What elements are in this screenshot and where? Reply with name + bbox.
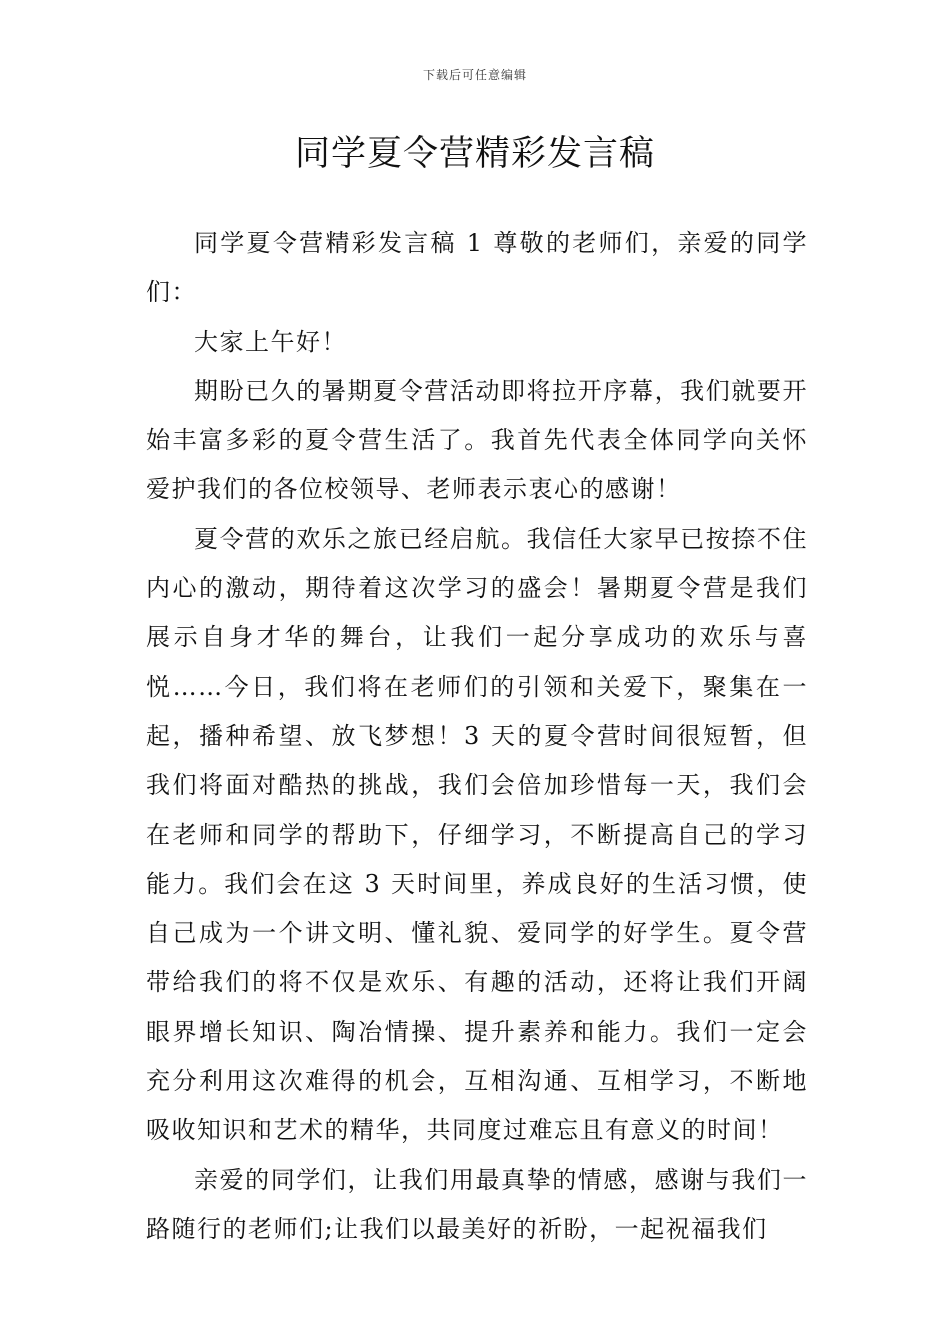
paragraph-greeting: 大家上午好！ (194, 327, 347, 356)
paragraph-closing: 亲爱的同学们，让我们用最真挚的情感，感谢与我们一路随行的老师们;让我们以最美好的祈盼，一起祝福我们 (146, 1165, 808, 1243)
paragraph-main: 夏令营的欢乐之旅已经启航。我信任大家早已按捺不住内心的激动，期待着这次学习的盛会！暑期夏令营是我们展示自身才华的舞台，让我们一起分享成功的欢乐与喜悦……今日，我们将在老师们的引领和关爱下，聚集在一起，播种希望、放飞梦想！3 天的夏令营时间很短暂，但我们将面对酷热的挑战，我们会倍加珍惜每一天，我们会在老师和同学的帮助下，仔细学习，不断提高自己的学习能力。我们会在这 3 天时间里，养成良好的生活习惯，使自己成为一个讲文明、懂礼貌、爱同学的好学生。夏令营带给我们的将不仅是欢乐、有趣的活动，还将让我们开阔眼界增长知识、陶冶情操、提升素养和能力。我们一定会充分利用这次难得的机会，互相沟通、互相学习，不断地吸收知识和艺术的精华，共同度过难忘且有意义的时间！ (146, 524, 808, 1145)
paragraph-opening: 期盼已久的暑期夏令营活动即将拉开序幕，我们就要开始丰富多彩的夏令营生活了。我首先代表全体同学向关怀爱护我们的各位校领导、老师表示衷心的感谢！ (146, 376, 808, 504)
paragraph-salutation: 同学夏令营精彩发言稿 1 尊敬的老师们，亲爱的同学们： (146, 229, 808, 307)
document-title: 同学夏令营精彩发言稿 (294, 134, 655, 174)
header-note: 下载后可任意编辑 (422, 68, 527, 82)
document-body (146, 219, 808, 1254)
